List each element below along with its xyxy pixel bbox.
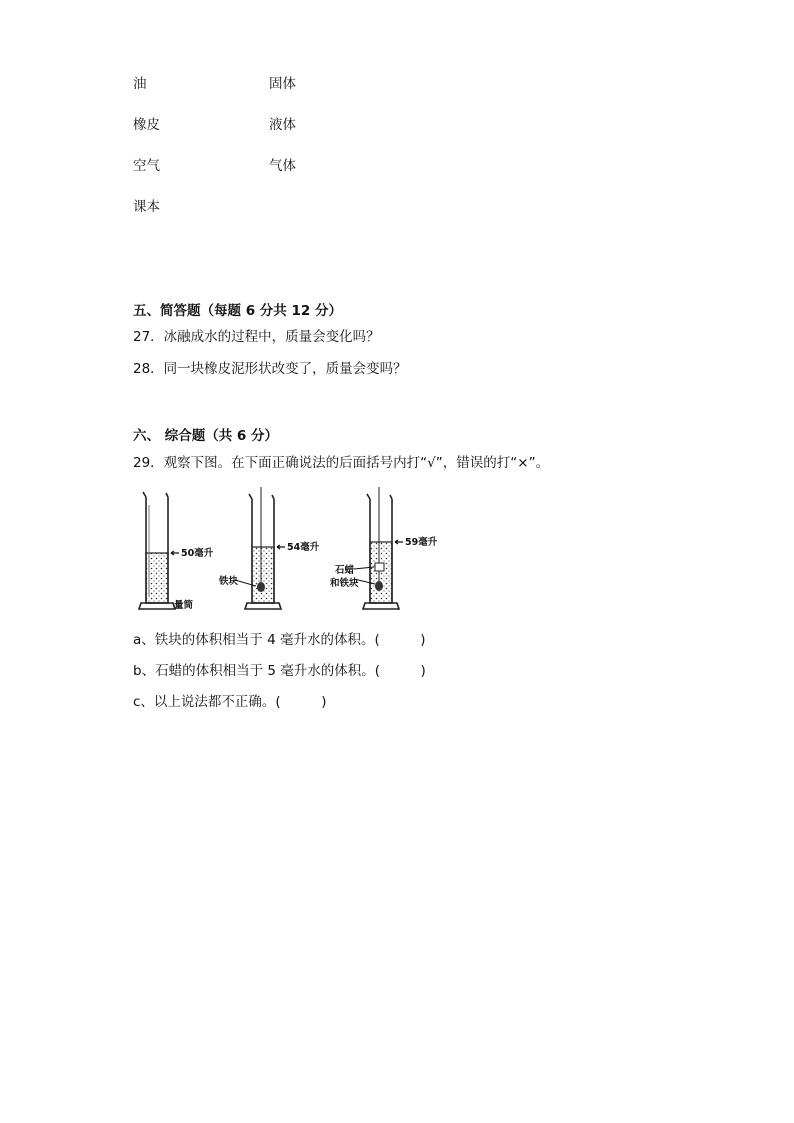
cylinder-2-object-label: 铁块 [219, 576, 239, 587]
cylinder-1-base [139, 603, 175, 609]
match-right-item-1: 固体 [269, 76, 296, 92]
match-left-item-1: 油 [133, 76, 147, 92]
match-left-item-3: 空气 [133, 158, 160, 174]
cylinder-3-iron-block [375, 581, 383, 591]
cylinder-3-reading: 59毫升 [405, 537, 438, 548]
section5-title: 五、简答题（每题 6 分共 12 分） [133, 303, 342, 319]
paraffin-block [375, 563, 384, 571]
cylinder-3-object-label-line1: 石蜡 [335, 565, 355, 576]
cylinder-3-object-label-line2: 和铁块 [330, 578, 359, 589]
cylinder-2-water [252, 547, 274, 603]
option-c: c、以上说法都不正确。( ) [133, 694, 327, 710]
cylinder-2-reading: 54毫升 [287, 542, 320, 553]
cylinder-2 [218, 487, 320, 609]
option-b: b、石蜡的体积相当于 5 毫升水的体积。( ) [133, 663, 426, 679]
cylinder-1-caption: 量筒 [174, 600, 194, 611]
match-left-item-2: 橡皮 [133, 117, 160, 133]
cylinder-1-reading: 50毫升 [181, 548, 214, 559]
cylinder-3-water [370, 542, 392, 603]
match-left-item-4: 课本 [133, 199, 160, 215]
cylinders-figure [135, 487, 455, 617]
question-28: 28．同一块橡皮泥形状改变了，质量会变吗？ [133, 361, 407, 377]
match-right-item-2: 液体 [269, 117, 296, 133]
section6-title: 六、 综合题（共 6 分） [133, 428, 278, 444]
cylinder-3-base [363, 603, 399, 609]
question-27: 27．冰融成水的过程中，质量会变化吗？ [133, 329, 380, 345]
option-a: a、铁块的体积相当于 4 毫升水的体积。( ) [133, 632, 426, 648]
question-29: 29．观察下图。在下面正确说法的后面括号内打“√”，错误的打“×”。 [133, 455, 550, 471]
iron-block [257, 582, 265, 592]
cylinder-1 [139, 492, 214, 611]
cylinder-2-base [245, 603, 281, 609]
match-right-item-3: 气体 [269, 158, 296, 174]
cylinder-3 [330, 487, 438, 609]
